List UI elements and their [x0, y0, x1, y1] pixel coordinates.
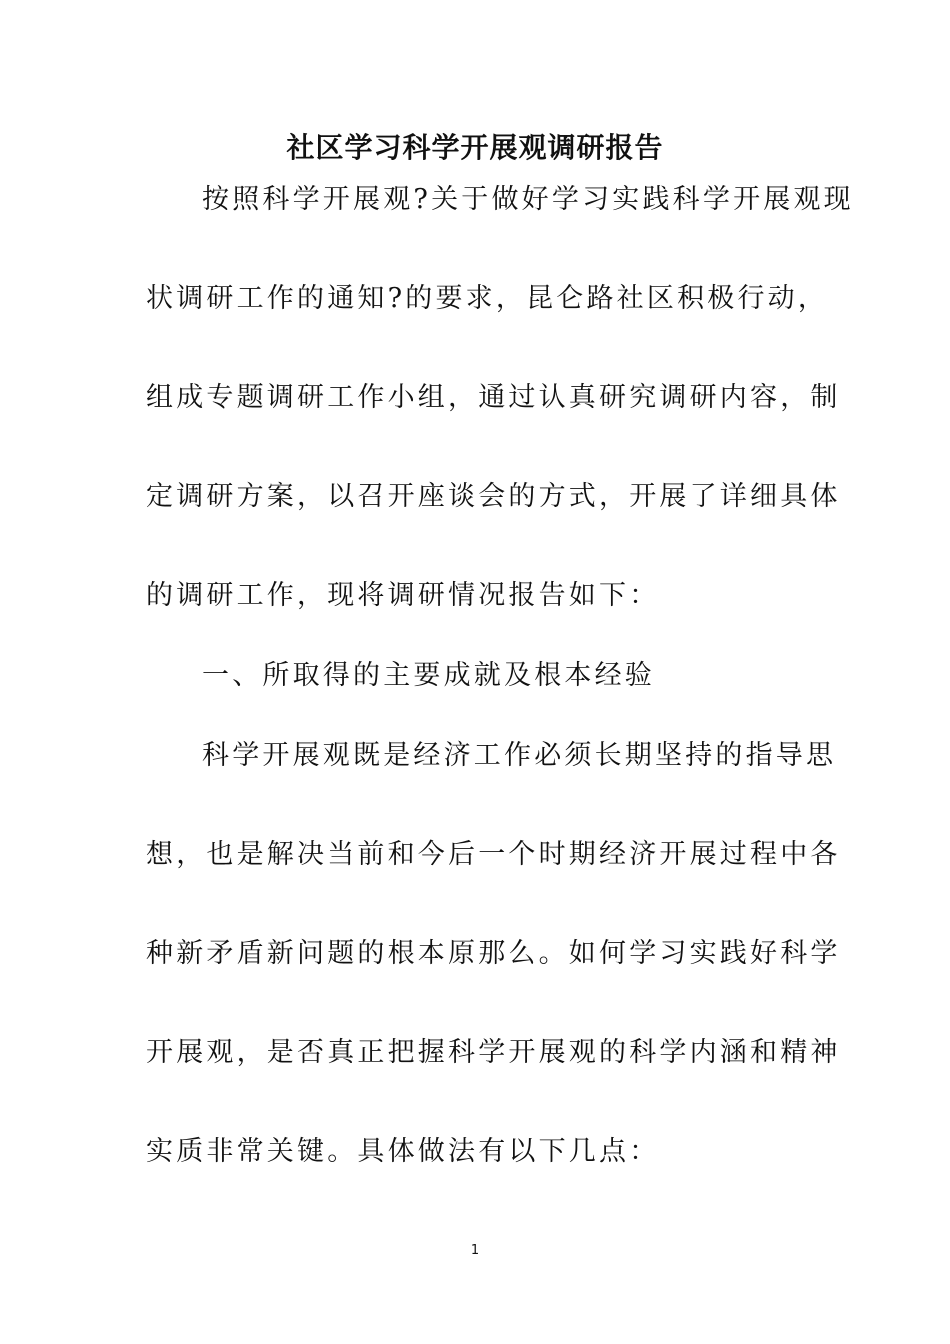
paragraph-line: 的调研工作，现将调研情况报告如下： — [146, 580, 660, 611]
paragraph-line: 开展观，是否真正把握科学开展观的科学内涵和精神 — [146, 1037, 841, 1068]
paragraph-line: 科学开展观既是经济工作必须长期坚持的指导思 — [202, 740, 837, 771]
paragraph-line: 状调研工作的通知?的要求，昆仑路社区积极行动， — [146, 283, 829, 314]
section-heading: 一、所取得的主要成就及根本经验 — [202, 660, 655, 691]
paragraph-line: 想，也是解决当前和今后一个时期经济开展过程中各 — [146, 839, 841, 870]
paragraph-line: 定调研方案，以召开座谈会的方式，开展了详细具体 — [146, 481, 841, 512]
paragraph-line: 组成专题调研工作小组，通过认真研究调研内容，制 — [146, 382, 841, 413]
document-title: 社区学习科学开展观调研报告 — [286, 131, 664, 164]
paragraph-line: 种新矛盾新问题的根本原那么。如何学习实践好科学 — [146, 938, 841, 969]
page-number: 1 — [470, 1243, 480, 1258]
paragraph-line: 实质非常关键。具体做法有以下几点： — [146, 1136, 660, 1167]
paragraph-line: 按照科学开展观?关于做好学习实践科学开展观现 — [202, 184, 854, 215]
